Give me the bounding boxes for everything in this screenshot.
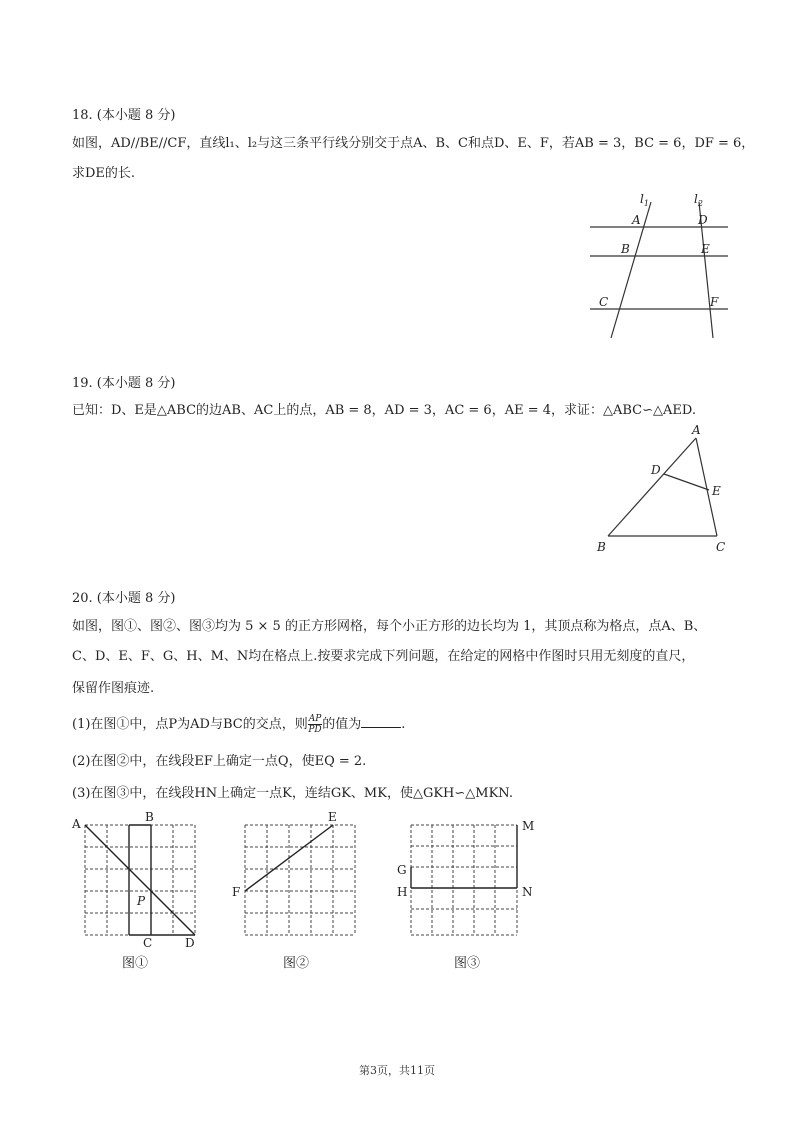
label-e: E	[701, 242, 710, 256]
grid-3	[411, 825, 517, 935]
line-l1	[611, 202, 651, 338]
segment-de	[664, 474, 709, 490]
q19-text-line1: 已知：D、E是△ABC的边AB、AC上的点，AB = 8，AD = 3，AC = 6，AE = 4，求证：△ABC∽△AED.	[72, 403, 696, 418]
page-footer: 第3页，共11页	[359, 1064, 435, 1077]
label-g: G	[397, 863, 407, 877]
q20-text-line3: 保留作图痕迹.	[72, 681, 155, 696]
q19-header: 19. (本小题 8 分)	[72, 376, 176, 391]
fraction-numerator: AP	[308, 714, 322, 724]
label-d: D	[651, 463, 661, 477]
label-b: B	[621, 242, 630, 256]
q20-part3: (3)在图③中，在线段HN上确定一点K，连结GK、MK，使△GKH∽△MKN.	[72, 786, 513, 801]
segment-ad	[85, 825, 195, 935]
q20-part2: (2)在图②中，在线段EF上确定一点Q，使EQ = 2.	[72, 754, 367, 769]
q20-text-line2: C、D、E、F、G、H、M、N均在格点上.按要求完成下列问题，在给定的网格中作图时只用无刻度的直尺，	[72, 649, 695, 664]
label-e: E	[712, 484, 721, 498]
q20-figure-2	[226, 808, 366, 976]
part1-prefix: (1)在图①中，点P为AD与BC的交点，则	[72, 717, 308, 732]
q18-text-line1: 如图，AD//BE//CF，直线l₁、l₂与这三条平行线分别交于点A、B、C和点D、E、F，若AB = 3，BC = 6，DF = 6，	[72, 136, 755, 151]
figure-2-caption: 图②	[283, 956, 310, 971]
q20-figure-1	[66, 808, 206, 976]
label-a: A	[72, 817, 81, 831]
label-m: M	[522, 819, 535, 833]
q18-header: 18. (本小题 8 分)	[72, 108, 176, 123]
label-c: C	[716, 540, 726, 554]
label-c: C	[599, 295, 609, 309]
label-f: F	[232, 885, 241, 899]
label-e: E	[328, 810, 337, 824]
label-c: C	[143, 936, 153, 950]
label-a: A	[692, 423, 701, 437]
label-d: D	[698, 213, 708, 227]
part1-end: .	[401, 717, 406, 732]
label-p: P	[137, 894, 146, 908]
q20-header: 20. (本小题 8 分)	[72, 591, 176, 606]
label-a: A	[632, 213, 641, 227]
part1-suffix: 的值为	[322, 717, 362, 732]
answer-blank[interactable]	[361, 715, 401, 728]
q19-triangle-figure	[590, 420, 735, 560]
label-b: B	[597, 540, 606, 554]
figure-3-caption: 图③	[454, 956, 481, 971]
label-f: F	[710, 295, 719, 309]
q18-parallel-lines-figure	[585, 190, 735, 340]
label-l2: $l_2$	[694, 192, 703, 208]
q20-text-line1: 如图，图①、图②、图③均为 5 × 5 的正方形网格，每个小正方形的边长均为 1，其顶点称为格点，点A、B、	[72, 619, 707, 634]
figure-1-caption: 图①	[122, 956, 149, 971]
q20-figure-3	[392, 808, 552, 976]
q18-text-line2: 求DE的长.	[72, 166, 136, 181]
fraction-ap-pd	[308, 714, 323, 735]
label-l1: $l_1$	[640, 192, 649, 208]
grid-2	[245, 825, 355, 935]
label-n: N	[522, 885, 533, 899]
fraction-denominator: PD	[308, 725, 322, 735]
label-h: H	[397, 885, 408, 899]
label-b: B	[145, 810, 154, 824]
q20-part1	[72, 714, 405, 735]
label-d: D	[185, 936, 195, 950]
side-ab	[608, 438, 696, 536]
